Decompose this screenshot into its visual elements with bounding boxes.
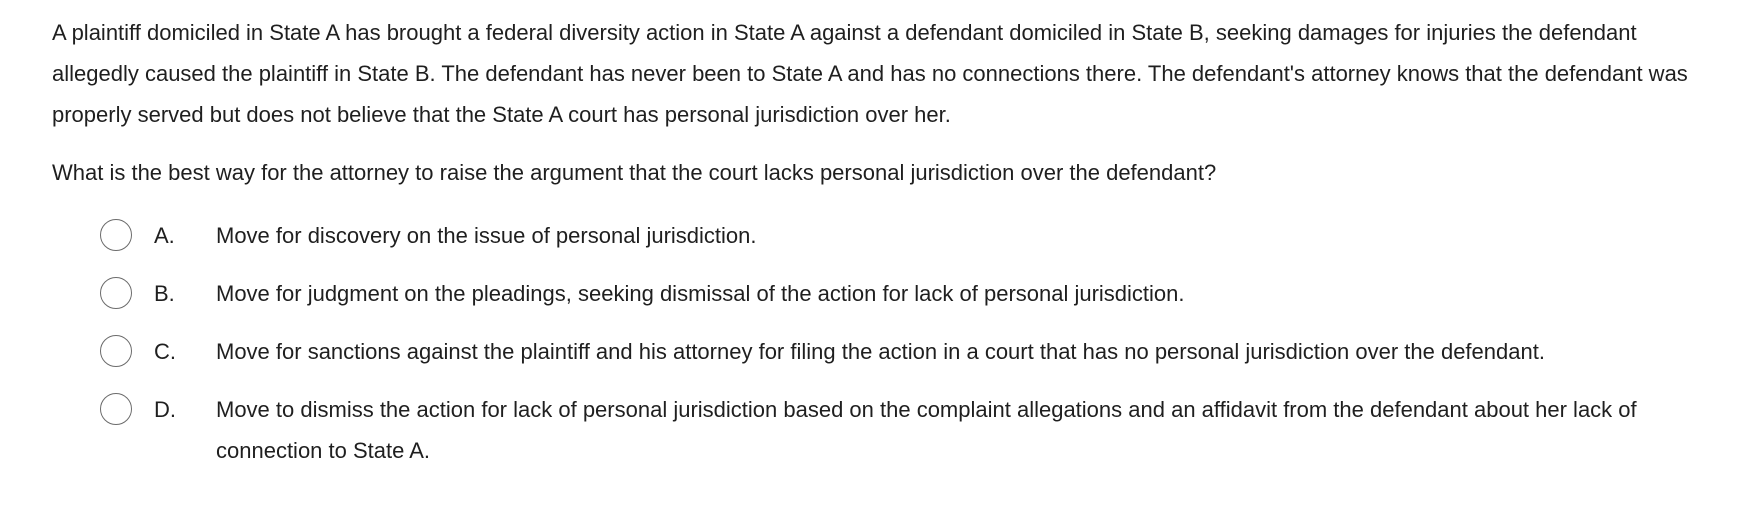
answer-option-a[interactable] xyxy=(52,215,1703,256)
option-text-d[interactable]: Move to dismiss the action for lack of personal jurisdiction based on the complaint allegations and an affidavit from the defendant about her lack of connection to State A. xyxy=(216,397,1637,463)
option-text-a[interactable]: Move for discovery on the issue of personal jurisdiction. xyxy=(216,223,757,248)
question-stem: A plaintiff domiciled in State A has brought a federal diversity action in State A against a defendant domiciled in State B, seeking damages for injuries the defendant allegedly caused the plaintiff in State B. The defendant has never been to State A and has no connections there. The defendant's attorney knows that the defendant was properly served but does not believe that the State A court has personal jurisdiction over her. xyxy=(52,20,1688,127)
radio-button-b[interactable] xyxy=(100,277,132,309)
answer-options xyxy=(52,215,1703,471)
option-letter-b: B. xyxy=(154,281,175,306)
option-letter-d: D. xyxy=(154,397,176,422)
radio-button-d[interactable] xyxy=(100,393,132,425)
answer-option-c[interactable] xyxy=(52,331,1703,372)
answer-option-d[interactable] xyxy=(52,389,1703,471)
option-letter-a: A. xyxy=(154,223,175,248)
radio-button-a[interactable] xyxy=(100,219,132,251)
option-text-b[interactable]: Move for judgment on the pleadings, seeking dismissal of the action for lack of personal jurisdiction. xyxy=(216,281,1185,306)
radio-button-c[interactable] xyxy=(100,335,132,367)
answer-option-b[interactable] xyxy=(52,273,1703,314)
question-prompt: What is the best way for the attorney to raise the argument that the court lacks personal jurisdiction over the defendant? xyxy=(52,160,1217,185)
option-letter-c: C. xyxy=(154,339,176,364)
option-text-c[interactable]: Move for sanctions against the plaintiff and his attorney for filing the action in a court that has no personal jurisdiction over the defendant. xyxy=(216,339,1545,364)
